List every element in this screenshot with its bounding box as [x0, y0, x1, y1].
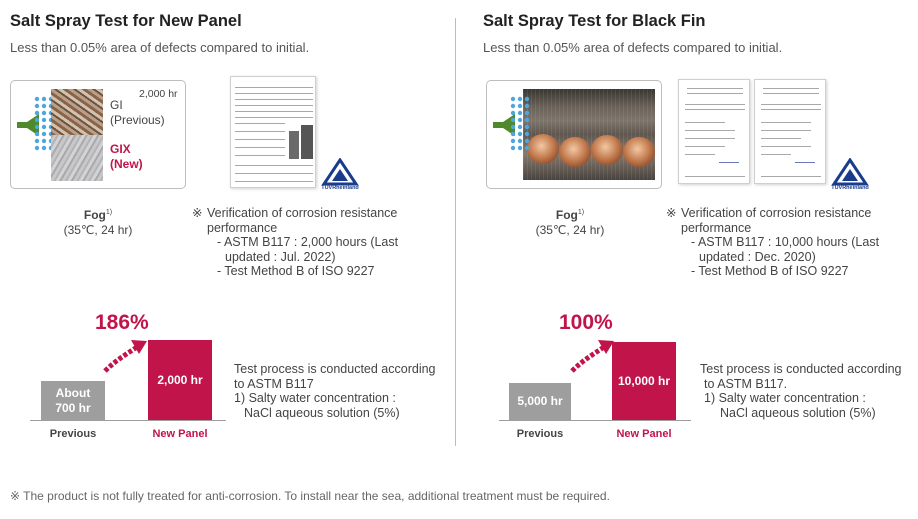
previous-axis-label: Previous	[516, 428, 564, 440]
salt-spray-sample-photo	[10, 80, 186, 189]
previous-axis-label: Previous	[49, 428, 97, 440]
tuv-logo-text: TÜVRheinland	[321, 185, 359, 191]
gix-label	[110, 142, 143, 172]
salt-spray-fin-photo	[486, 80, 662, 189]
new-hours-bar: 2,000 hr	[148, 340, 212, 420]
section-title: Salt Spray Test for Black Fin	[483, 12, 706, 30]
certificate-document-thumbnail	[754, 79, 826, 184]
previous-bar-label-line1: About	[55, 385, 91, 400]
chart-baseline	[30, 420, 226, 421]
improvement-percent: 100%	[559, 311, 613, 334]
gix-label-line2: (New)	[110, 157, 143, 171]
verification-info	[666, 206, 916, 279]
tuv-triangle-icon	[830, 158, 870, 186]
reference-mark: ※	[192, 206, 203, 220]
test-process-note	[700, 362, 915, 420]
process-line: NaCl aqueous solution (5%)	[720, 405, 876, 420]
increase-arrow-icon	[103, 337, 149, 373]
increase-arrow-icon	[570, 337, 616, 373]
gi-label-line1: GI	[110, 98, 123, 112]
verification-info	[192, 206, 442, 279]
section-divider	[455, 18, 456, 446]
gix-label-line1: GIX	[110, 142, 131, 156]
test-process-note	[234, 362, 449, 420]
process-line: 1) Salty water concentration :	[234, 391, 396, 405]
anti-corrosion-footnote: ※ The product is not fully treated for anti-corrosion. To install near the sea, additional treatment must be required.	[10, 489, 610, 503]
fog-label: Fog	[83, 208, 106, 222]
gi-sample-swatch	[51, 89, 103, 135]
previous-hours-bar: 5,000 hr	[509, 383, 571, 420]
tuv-triangle-icon	[320, 158, 360, 186]
process-line: Test process is conducted according	[700, 362, 902, 376]
gi-label	[110, 98, 165, 128]
previous-hours-bar	[41, 381, 105, 420]
certificate-document-thumbnail	[678, 79, 750, 184]
verification-heading: Verification of corrosion resistance performance	[207, 206, 398, 235]
new-hours-bar: 10,000 hr	[612, 342, 676, 420]
fog-condition-text: (35℃, 24 hr)	[535, 223, 605, 237]
new-panel-test-section	[0, 0, 455, 460]
new-axis-label: New Panel	[616, 428, 672, 440]
fog-condition	[515, 205, 625, 238]
previous-bar-label-line2: 700 hr	[55, 400, 91, 415]
verification-heading: Verification of corrosion resistance performance	[681, 206, 872, 235]
process-line: to ASTM B117	[234, 376, 314, 391]
tuv-rheinland-logo	[320, 158, 360, 196]
process-line: NaCl aqueous solution (5%)	[244, 405, 400, 420]
fog-condition-text: (35℃, 24 hr)	[63, 223, 133, 237]
chart-baseline	[499, 420, 691, 421]
fog-footnote-mark: 1)	[577, 209, 585, 216]
verification-bullet: - Test Method B of ISO 9227	[691, 264, 849, 278]
tuv-rheinland-logo	[830, 158, 870, 196]
process-line: to ASTM B117.	[704, 376, 788, 391]
new-axis-label: New Panel	[152, 428, 208, 440]
section-title: Salt Spray Test for New Panel	[10, 12, 242, 30]
process-line: Test process is conducted according	[234, 362, 436, 376]
reference-mark: ※	[666, 206, 677, 220]
gix-sample-swatch	[51, 135, 103, 181]
verification-bullet: - ASTM B117 : 10,000 hours (Last updated : Dec. 2020)	[691, 235, 880, 264]
gi-label-line2: (Previous)	[110, 113, 165, 127]
verification-bullet: - ASTM B117 : 2,000 hours (Last updated : Jul. 2022)	[217, 235, 399, 264]
black-fin-coil-image	[523, 89, 655, 180]
black-fin-test-section	[473, 0, 918, 460]
spray-dots-icon	[509, 95, 535, 157]
exposure-hours-tag: 2,000 hr	[139, 88, 178, 100]
section-subtitle: Less than 0.05% area of defects compared to initial.	[483, 40, 783, 55]
improvement-percent: 186%	[95, 311, 149, 334]
certificate-document-thumbnail	[230, 76, 316, 188]
fog-condition	[43, 205, 153, 238]
fog-footnote-mark: 1)	[105, 209, 113, 216]
process-line: 1) Salty water concentration :	[704, 391, 866, 405]
tuv-logo-text: TÜVRheinland	[831, 185, 869, 191]
section-subtitle: Less than 0.05% area of defects compared to initial.	[10, 40, 310, 55]
verification-bullet: - Test Method B of ISO 9227	[217, 264, 375, 278]
fog-label: Fog	[555, 208, 578, 222]
